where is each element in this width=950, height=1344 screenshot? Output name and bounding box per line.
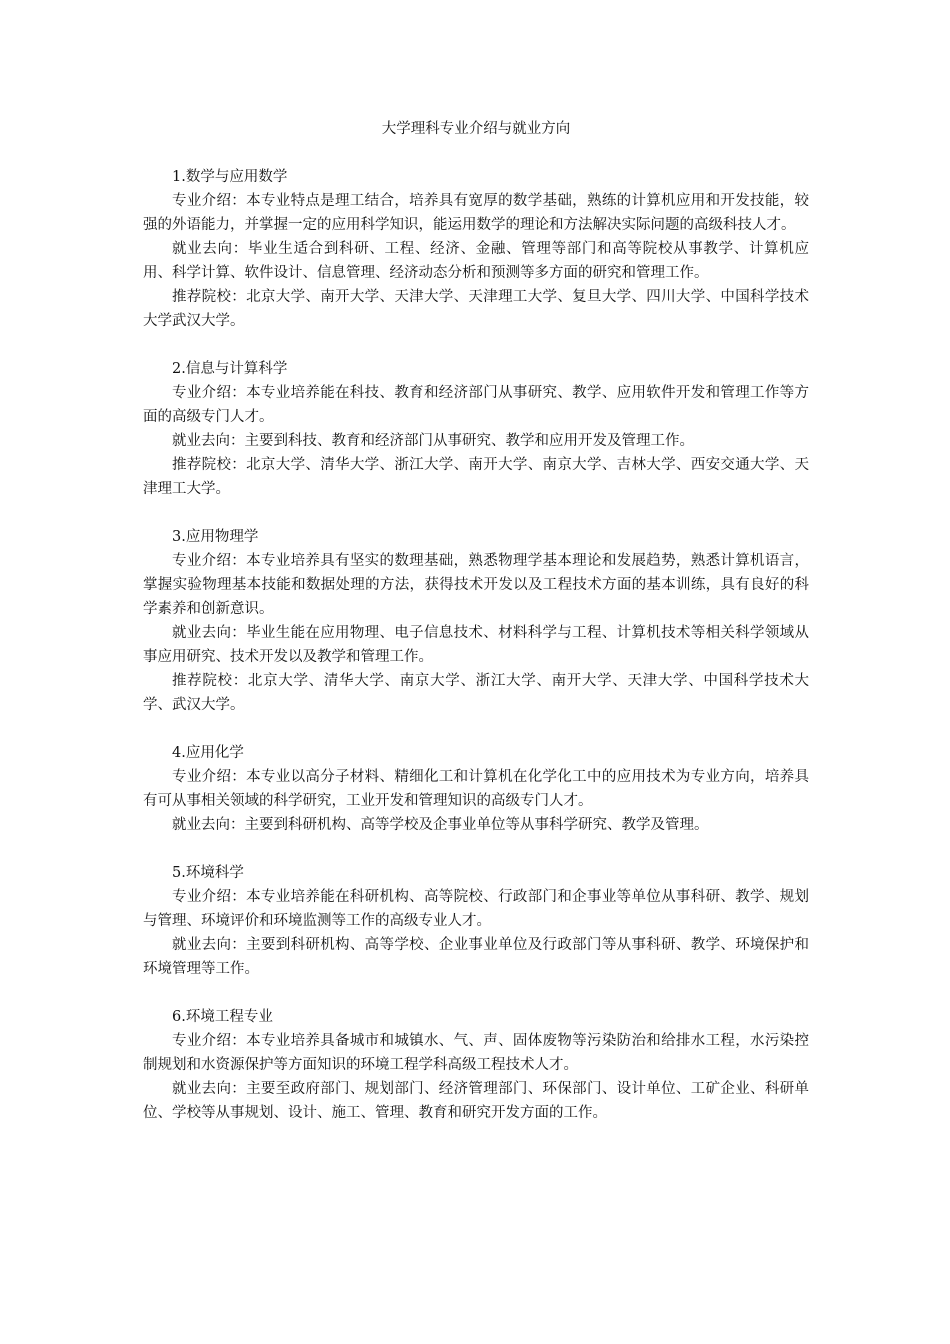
section-paragraph: 就业去向：主要至政府部门、规划部门、经济管理部门、环保部门、设计单位、工矿企业、科研单位、学校等从事规划、设计、施工、管理、教育和研究开发方面的工作。 <box>143 1081 809 1121</box>
section-2 <box>143 357 809 501</box>
section-paragraph: 专业介绍：本专业特点是理工结合，培养具有宽厚的数学基础，熟练的计算机应用和开发技能，较强的外语能力，并掌握一定的应用科学知识，能运用数学的理论和方法解决实际问题的高级科技人才。 <box>143 193 809 233</box>
section-heading: 5.环境科学 <box>172 865 244 881</box>
section-paragraph: 推荐院校：北京大学、清华大学、浙江大学、南开大学、南京大学、吉林大学、西安交通大学、天津理工大学。 <box>143 457 809 497</box>
section-3 <box>143 525 809 717</box>
section-heading: 1.数学与应用数学 <box>172 169 288 185</box>
section-5 <box>143 861 809 981</box>
section-paragraph: 推荐院校：北京大学、清华大学、南京大学、浙江大学、南开大学、天津大学、中国科学技术大学、武汉大学。 <box>143 673 809 713</box>
section-heading: 4.应用化学 <box>172 745 244 761</box>
sections-container <box>143 165 809 1125</box>
section-heading: 6.环境工程专业 <box>172 1009 273 1025</box>
section-paragraph: 就业去向：主要到科研机构、高等学校、企业事业单位及行政部门等从事科研、教学、环境保护和环境管理等工作。 <box>143 937 809 977</box>
section-6 <box>143 1005 809 1125</box>
section-paragraph: 推荐院校：北京大学、南开大学、天津大学、天津理工大学、复旦大学、四川大学、中国科学技术大学武汉大学。 <box>143 289 809 329</box>
section-paragraph: 专业介绍：本专业培养具备城市和城镇水、气、声、固体废物等污染防治和给排水工程，水污染控制规划和水资源保护等方面知识的环境工程学科高级工程技术人才。 <box>143 1033 809 1073</box>
section-paragraph: 专业介绍：本专业以高分子材料、精细化工和计算机在化学化工中的应用技术为专业方向，培养具有可从事相关领域的科学研究，工业开发和管理知识的高级专门人才。 <box>143 769 809 809</box>
section-paragraph: 专业介绍：本专业培养能在科技、教育和经济部门从事研究、教学、应用软件开发和管理工作等方面的高级专门人才。 <box>143 385 809 425</box>
section-paragraph: 专业介绍：本专业培养能在科研机构、高等院校、行政部门和企事业等单位从事科研、教学、规划与管理、环境评价和环境监测等工作的高级专业人才。 <box>143 889 809 929</box>
section-1 <box>143 165 809 333</box>
section-paragraph: 专业介绍：本专业培养具有坚实的数理基础，熟悉物理学基本理论和发展趋势，熟悉计算机语言，掌握实验物理基本技能和数据处理的方法，获得技术开发以及工程技术方面的基本训练，具有良好的科学素养和创新意识。 <box>143 553 809 617</box>
section-heading: 3.应用物理学 <box>172 529 259 545</box>
document-body <box>143 117 809 1125</box>
section-paragraph: 就业去向：毕业生能在应用物理、电子信息技术、材料科学与工程、计算机技术等相关科学领域从事应用研究、技术开发以及教学和管理工作。 <box>143 625 809 665</box>
section-paragraph: 就业去向：毕业生适合到科研、工程、经济、金融、管理等部门和高等院校从事教学、计算机应用、科学计算、软件设计、信息管理、经济动态分析和预测等多方面的研究和管理工作。 <box>143 241 809 281</box>
section-4 <box>143 741 809 837</box>
section-heading: 2.信息与计算科学 <box>172 361 288 377</box>
document-title: 大学理科专业介绍与就业方向 <box>381 121 571 137</box>
section-paragraph: 就业去向：主要到科技、教育和经济部门从事研究、教学和应用开发及管理工作。 <box>172 433 694 449</box>
section-paragraph: 就业去向：主要到科研机构、高等学校及企事业单位等从事科学研究、教学及管理。 <box>172 817 709 833</box>
